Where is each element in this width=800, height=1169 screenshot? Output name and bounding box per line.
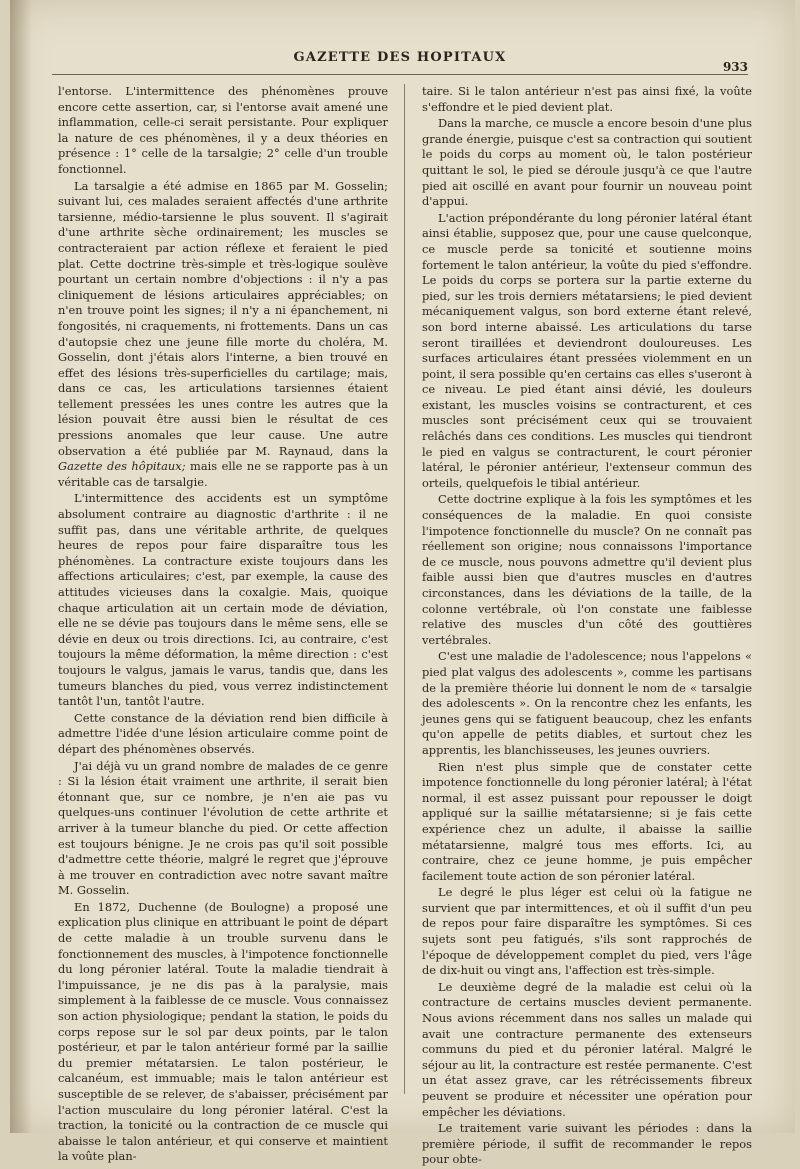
paragraph: Le deuxième degré de la maladie est celui où la contracture de certains muscles devient permanente. Nous avions récemment dans nos salles un malade qui avait une contracture permanente des extenseurs communs du pied et du péronier latéral. Malgré le séjour au lit, la contracture est restée permanente. C'est un état assez grave, car les rétrécissements fibreux peuvent se produire et nécessiter une opération pour empêcher les déviations. xyxy=(422,979,752,1119)
paragraph-text: mais elle ne se rapporte pas à un véritable cas de tarsalgie. xyxy=(58,459,388,489)
paragraph: Le degré le plus léger est celui où la fatigue ne survient que par intermittences, et où il suffit d'un peu de repos pour faire disparaître les symptômes. Si ces sujets sont peu fatigués, s'ils sont rapprochés de l'époque de développement complet du pied, vers l'âge de dix-huit ou vingt ans, l'affection est très-simple. xyxy=(422,885,752,978)
journal-title: GAZETTE DES HOPITAUX xyxy=(293,50,507,65)
paragraph: C'est une maladie de l'adolescence; nous l'appelons « pied plat valgus des adolescents », comme les partisans de la première théorie lui donnent le nom de « tarsalgie des adolescents ». On la rencontre chez les enfants, les jeunes gens qui se fatiguent beaucoup, chez les enfants qu'on appelle de petits diables, et surtout chez les apprentis, les blanchisseuses, les jeunes ouvriers. xyxy=(422,649,752,757)
paragraph-text: La tarsalgie a été admise en 1865 par M. Gosselin; suivant lui, ces malades seraient affectés d'une arthrite tarsienne, médio-tarsienne le plus souvent. Il s'agirait d'une arthrite sèche ordinairement; les muscles se contracteraient par action réflexe et feraient le pied plat. Cette doctrine très-simple et très-logique soulève pourtant un certain nombre d'objections : il n'y a pas cliniquement de lésions articulaires appréciables; on n'en trouve point les signes; il n'y a ni épanchement, ni fongosités, ni craquements, ni frottements. Dans un cas d'autopsie chez une jeune fille morte du choléra, M. Gosselin, dont j'étais alors l'interne, a bien trouvé en effet des lésions très-superficielles du cartilage; mais, dans ce cas, les articulations tarsiennes étaient tellement pressées les unes contre les autres que la lésion pouvait être aussi bien le résultat de ces pressions anomales que leur cause. Une autre observation a été publiée par M. Raynaud, dans la xyxy=(58,178,388,458)
paragraph: J'ai déjà vu un grand nombre de malades de ce genre : Si la lésion était vraiment une arthrite, il serait bien étonnant que, sur ce nombre, je n'en aie pas vu quelques-uns continuer l'évolution de cette arthrite et arriver à la tumeur blanche du pied. Or cette affection est toujours bénigne. Je ne crois pas qu'il soit possible d'admettre cette théorie, malgré le regret que j'éprouve à me trouver en contradiction avec notre savant maître M. Gosselin. xyxy=(58,758,388,898)
journal-reference: Gazette des hôpitaux; xyxy=(58,459,186,474)
page-number: 933 xyxy=(722,60,748,74)
paragraph: Rien n'est plus simple que de constater cette impotence fonctionnelle du long péronier latéral; à l'état normal, il est assez puissant pour repousser le doigt appliqué sur la saillie métatarsienne; si je fais cette expérience chez un adulte, il abaisse la saillie métatarsienne, malgré tous mes efforts. Ici, au contraire, chez ce jeune homme, je puis empêcher facilement toute action de son péronier latéral. xyxy=(422,759,752,883)
paragraph: L'action prépondérante du long péronier latéral étant ainsi établie, supposez que, pour une cause quelconque, ce muscle perde sa tonicité et soutienne moins fortement le talon antérieur, la voûte du pied s'effondre. Le poids du corps se portera sur la partie externe du pied, sur les trois derniers métatarsiens; le pied devient mécaniquement valgus, son bord externe étant relevé, son bord interne abaissé. Les articulations du tarse seront tiraillées et deviendront douloureuses. Les surfaces articulaires étant pressées violemment en un point, il sera possible qu'en certains cas elles s'useront à ce niveau. Le pied étant ainsi dévié, les douleurs existant, les muscles voisins se contracturent, et ces muscles sont précisément ceux qui se trouvaient relâchés dans ces conditions. Les muscles qui tiendront le pied en valgus se contracturent, le court péronier latéral, le péronier antérieur, l'extenseur commun des orteils, quelquefois le tibial antérieur. xyxy=(422,210,752,490)
column-divider xyxy=(404,84,405,1094)
paragraph: Dans la marche, ce muscle a encore besoin d'une plus grande énergie, puisque c'est sa contraction qui soutient le poids du corps au moment où, le talon postérieur quittant le sol, le pied se déroule jusqu'à ce que l'autre pied ait oscillé en avant pour fournir un nouveau point d'appui. xyxy=(422,116,752,209)
paragraph: taire. Si le talon antérieur n'est pas ainsi fixé, la voûte s'effondre et le pied devient plat. xyxy=(422,84,752,114)
paragraph: l'entorse. L'intermittence des phénomènes prouve encore cette assertion, car, si l'entorse avait amené une inflammation, celle-ci serait persistante. Pour expliquer la nature de ces phénomènes, il y a deux théories en présence : 1° celle de la tarsalgie; 2° celle d'un trouble fonctionnel. xyxy=(58,84,388,176)
paragraph: En 1872, Duchenne (de Boulogne) a proposé une explication plus clinique en attribuant le point de départ de cette maladie à un trouble survenu dans le fonctionnement des muscles, à l'impotence fonctionnelle du long péronier latéral. Toute la maladie tiendrait à l'impuissance, je ne dis pas à la paralysie, mais simplement à la faiblesse de ce muscle. Vous connaissez son action physiologique; pendant la station, le poids du corps repose sur le sol par deux points, par le talon postérieur, et par le talon antérieur formé par la saillie du premier métatarsien. Le talon postérieur, le calcanéum, est immuable; mais le talon antérieur est susceptible de se relever, de s'abaisser, précisément par l'action musculaire du long péronier latéral. C'est la traction, la tonicité ou la contraction de ce muscle qui abaisse le talon antérieur, et qui conserve et maintient la voûte plan- xyxy=(58,899,388,1164)
left-column xyxy=(58,84,388,1166)
header-rule xyxy=(52,74,748,75)
right-column xyxy=(422,84,752,1169)
paragraph: Le traitement varie suivant les périodes : dans la première période, il suffit de recommander le repos pour obte- xyxy=(422,1121,752,1167)
paragraph: L'intermittence des accidents est un symptôme absolument contraire au diagnostic d'arthrite : il ne suffit pas, dans une véritable arthrite, de quelques heures de repos pour faire disparaître tous les phénomènes. La contracture existe toujours dans les affections articulaires; c'est, par exemple, la cause des attitudes vicieuses dans la coxalgie. Mais, quoique chaque articulation ait un certain mode de déviation, elle ne se dévie pas toujours dans le même sens, elle se dévie en deux ou trois directions. Ici, au contraire, c'est toujours la même déformation, la même direction : c'est toujours le valgus, jamais le varus, tandis que, dans les tumeurs blanches du pied, vous verrez indistinctement tantôt l'un, tantôt l'autre. xyxy=(58,491,388,709)
page-fold-shadow xyxy=(10,0,32,1133)
paragraph: Cette doctrine explique à la fois les symptômes et les conséquences de la maladie. En quoi consiste l'impotence fonctionnelle du muscle? On ne connaît pas réellement son origine; nous connaissons l'importance de ce muscle, nous pouvons admettre qu'il devient plus faible aussi bien que d'autres muscles en d'autres circonstances, dans les déviations de la taille, de la colonne vertébrale, où l'on constate une faiblesse relative des muscles d'un côté des gouttières vertébrales. xyxy=(422,492,752,647)
paragraph: Cette constance de la déviation rend bien difficile à admettre l'idée d'une lésion articulaire comme point de départ des phénomènes observés. xyxy=(58,710,388,756)
paragraph xyxy=(58,179,388,491)
